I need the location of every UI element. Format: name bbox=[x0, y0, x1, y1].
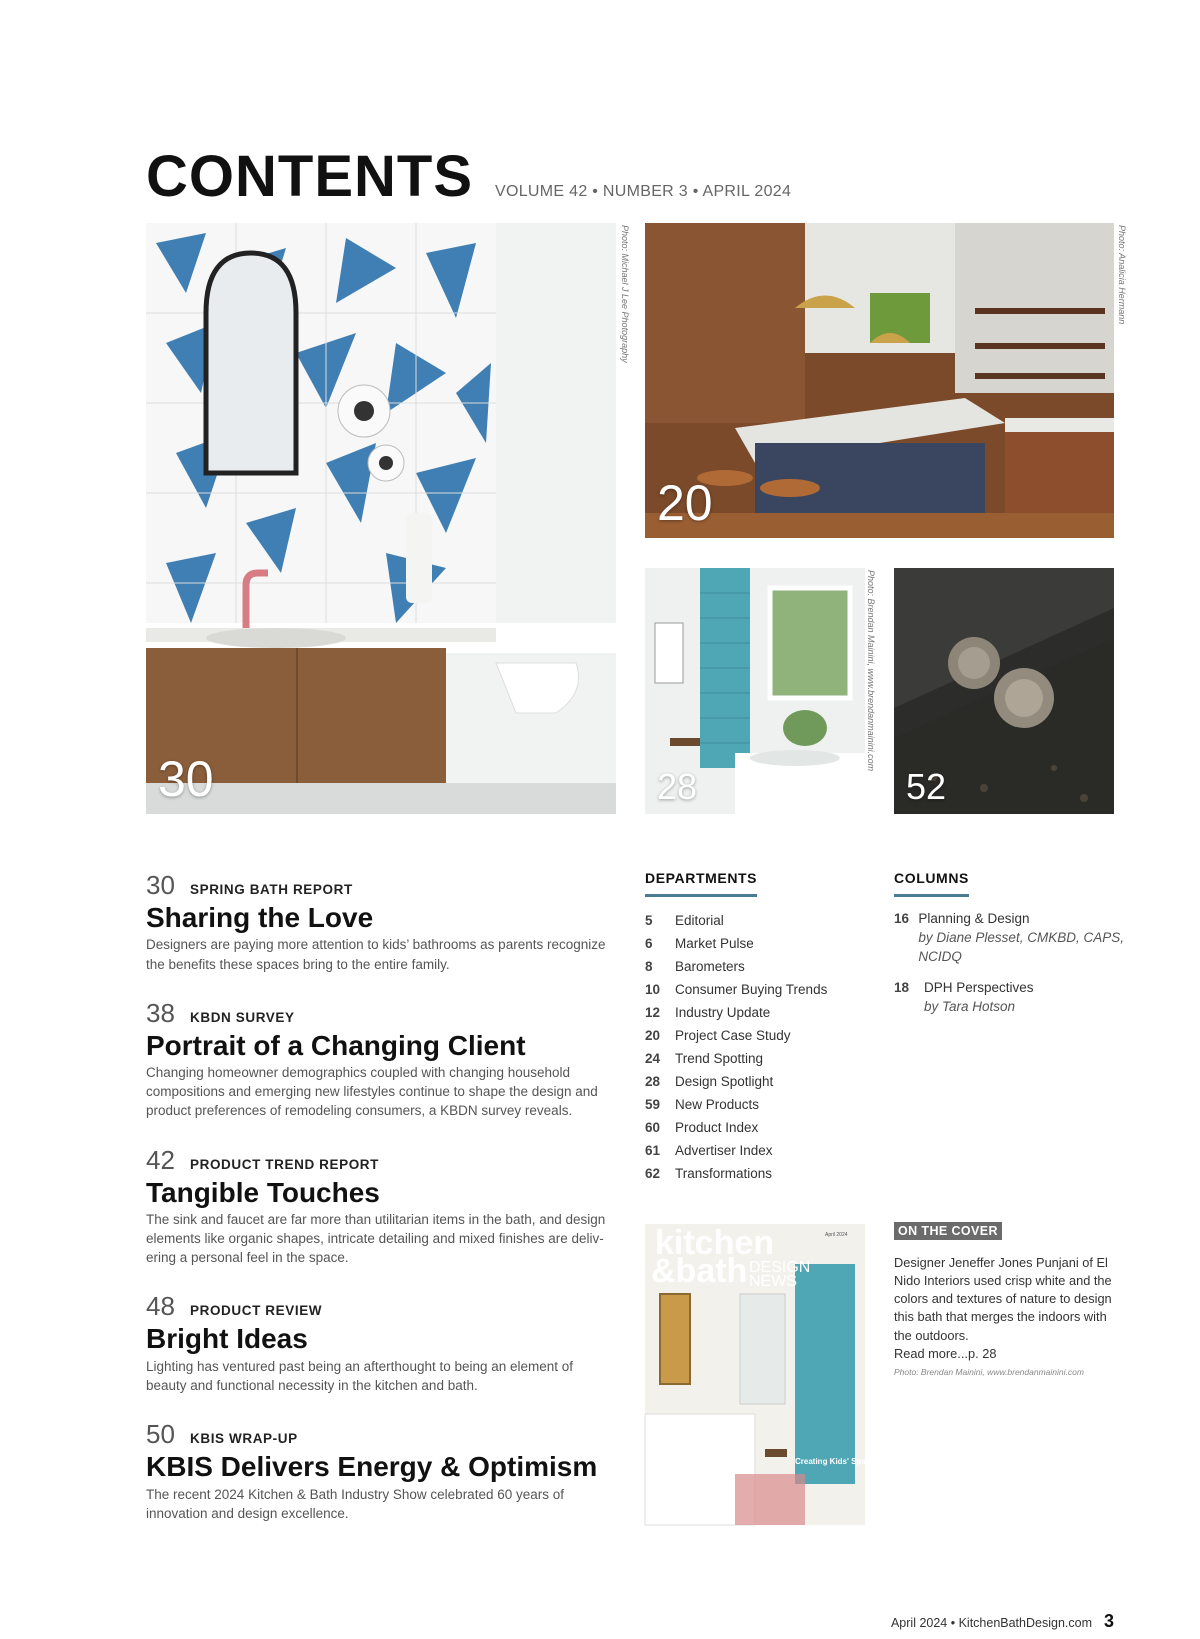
cover-illustration bbox=[645, 1224, 880, 1525]
feature-category: PRODUCT TREND REPORT bbox=[190, 1156, 380, 1172]
photo-knobs[interactable] bbox=[894, 568, 1114, 814]
column-item[interactable] bbox=[894, 978, 1124, 1016]
bath-illustration bbox=[146, 223, 616, 814]
feature-title[interactable]: Bright Ideas bbox=[146, 1323, 308, 1355]
department-item[interactable] bbox=[645, 1162, 885, 1185]
department-item[interactable] bbox=[645, 1139, 885, 1162]
department-label: Market Pulse bbox=[675, 936, 754, 951]
column-page: 18 bbox=[894, 980, 910, 995]
cover-brand-bath: &bath bbox=[651, 1252, 748, 1290]
feature-description: Changing homeowner demographics coupled with changing household compositions and emerging new lifestyles continue to shape the design and product preferences of remodeling consumers, a KBDN survey reveals. bbox=[146, 1065, 598, 1119]
departments-section bbox=[645, 870, 885, 1185]
feature-item[interactable] bbox=[146, 1291, 616, 1395]
department-label: Trend Spotting bbox=[675, 1051, 764, 1066]
departments-list bbox=[645, 909, 885, 1185]
feature-item[interactable] bbox=[146, 1419, 616, 1523]
department-page: 5 bbox=[645, 913, 653, 928]
feature-description: Designers are paying more attention to kids’ bathrooms as parents recognize the benefits these spaces bring to the entire family. bbox=[146, 937, 606, 972]
department-item[interactable] bbox=[645, 909, 885, 932]
cover-line: Creating Kids' Spaces bbox=[795, 1457, 880, 1466]
page-number-label: 30 bbox=[158, 751, 214, 807]
department-page: 20 bbox=[645, 1028, 661, 1043]
department-page: 10 bbox=[645, 982, 661, 997]
page-number-label: 52 bbox=[906, 766, 947, 807]
feature-title[interactable]: KBIS Delivers Energy & Optimism bbox=[146, 1451, 598, 1483]
feature-title[interactable]: Tangible Touches bbox=[146, 1176, 380, 1208]
department-item[interactable] bbox=[645, 1093, 885, 1116]
department-label: Product Index bbox=[675, 1120, 759, 1135]
department-page: 60 bbox=[645, 1120, 661, 1135]
department-page: 12 bbox=[645, 1005, 661, 1020]
departments-heading: DEPARTMENTS bbox=[645, 870, 757, 897]
feature-category: KBIS WRAP-UP bbox=[190, 1431, 298, 1447]
department-label: Transformations bbox=[675, 1166, 773, 1181]
page-number-label: 20 bbox=[657, 475, 713, 531]
column-title: DPH Perspectives bbox=[924, 980, 1034, 995]
department-page: 59 bbox=[645, 1097, 661, 1112]
feature-category: KBDN SURVEY bbox=[190, 1009, 295, 1025]
department-item[interactable] bbox=[645, 978, 885, 1001]
issue-info: VOLUME 42 • NUMBER 3 • APRIL 2024 bbox=[495, 183, 792, 200]
department-label: Industry Update bbox=[675, 1005, 771, 1020]
department-item[interactable] bbox=[645, 1070, 885, 1093]
department-item[interactable] bbox=[645, 1047, 885, 1070]
department-label: Barometers bbox=[675, 959, 745, 974]
department-page: 24 bbox=[645, 1051, 661, 1066]
feature-page: 30 bbox=[146, 870, 175, 900]
photo-design-spotlight[interactable] bbox=[645, 568, 865, 814]
department-item[interactable] bbox=[645, 1116, 885, 1139]
department-label: Project Case Study bbox=[675, 1028, 791, 1043]
feature-title[interactable]: Sharing the Love bbox=[146, 902, 374, 933]
page-title: CONTENTS bbox=[146, 144, 473, 209]
feature-list bbox=[146, 870, 616, 1547]
column-author: by Diane Plesset, CMKBD, CAPS, NCIDQ bbox=[918, 930, 1124, 964]
footer-page-number: 3 bbox=[1103, 1611, 1114, 1631]
feature-title[interactable]: Portrait of a Changing Client bbox=[146, 1029, 526, 1061]
department-label: Design Spotlight bbox=[675, 1074, 774, 1089]
feature-page: 50 bbox=[146, 1419, 175, 1450]
department-label: New Products bbox=[675, 1097, 760, 1112]
department-page: 61 bbox=[645, 1143, 661, 1158]
photo-credit: Photo: Brendan Mainini, www.brendanmainini.com bbox=[866, 570, 876, 772]
page-number-label: 28 bbox=[657, 766, 698, 807]
cover-photo-credit: Photo: Brendan Mainini, www.brendanmainini.com bbox=[894, 1366, 1084, 1377]
cover-brand-news: NEWS bbox=[749, 1273, 797, 1290]
column-title: Planning & Design bbox=[918, 911, 1030, 926]
feature-description: Lighting has ventured past being an afterthought to being an element of beauty and functional necessity in the kitchen and bath. bbox=[146, 1358, 574, 1393]
department-item[interactable] bbox=[645, 1024, 885, 1047]
read-more-link[interactable]: Read more...p. 28 bbox=[894, 1345, 997, 1361]
feature-page: 48 bbox=[146, 1291, 175, 1322]
cover-brand-kitchen: kitchen bbox=[655, 1224, 775, 1262]
column-author: by Tara Hotson bbox=[924, 999, 1016, 1014]
columns-heading: COLUMNS bbox=[894, 870, 969, 897]
photo-credit: Photo: Analicia Hermann bbox=[1117, 225, 1127, 325]
feature-description: The recent 2024 Kitchen & Bath Industry Show celebrated 60 years of innovation and design excellence. bbox=[146, 1486, 564, 1521]
feature-category: PRODUCT REVIEW bbox=[190, 1303, 323, 1319]
feature-item[interactable] bbox=[146, 1145, 616, 1268]
cover-brand-design: DESIGN bbox=[749, 1259, 811, 1276]
feature-item[interactable] bbox=[146, 998, 616, 1121]
feature-page: 38 bbox=[146, 997, 175, 1028]
department-item[interactable] bbox=[645, 955, 885, 978]
department-item[interactable] bbox=[645, 1001, 885, 1024]
feature-item[interactable] bbox=[146, 870, 616, 974]
on-the-cover-text bbox=[894, 1254, 1124, 1363]
photo-kitchen[interactable] bbox=[645, 223, 1114, 538]
department-label: Consumer Buying Trends bbox=[675, 982, 828, 997]
department-page: 6 bbox=[645, 936, 653, 951]
photo-credit: Photo: Michael J Lee Photography bbox=[620, 225, 630, 363]
department-page: 8 bbox=[645, 959, 653, 974]
contents-header bbox=[146, 143, 791, 210]
department-label: Advertiser Index bbox=[675, 1143, 773, 1158]
cover-description: Designer Jeneffer Jones Punjani of El Nido Interiors used crisp white and the colors and textures of nature to design this bath that merges the indoors with the outdoors. bbox=[894, 1255, 1112, 1343]
feature-description: The sink and faucet are far more than utilitarian items in the bath, and design elements like organic shapes, intricate detailing and mixed finishes are deliv-ering a personal feel in the space. bbox=[146, 1211, 606, 1266]
columns-section bbox=[894, 870, 1124, 1016]
photo-bath-kids[interactable] bbox=[146, 223, 616, 814]
footer-text: April 2024 • KitchenBathDesign.com bbox=[890, 1616, 1092, 1630]
department-label: Editorial bbox=[675, 913, 724, 928]
on-the-cover-badge: ON THE COVER bbox=[894, 1222, 1002, 1240]
column-item[interactable] bbox=[894, 909, 1124, 966]
on-the-cover bbox=[894, 1222, 1124, 1377]
department-page: 28 bbox=[645, 1074, 661, 1089]
feature-category: SPRING BATH REPORT bbox=[190, 882, 353, 897]
feature-page: 42 bbox=[146, 1144, 175, 1175]
cover-date: April 2024 bbox=[825, 1232, 848, 1238]
department-page: 62 bbox=[645, 1166, 661, 1181]
page-footer bbox=[891, 1611, 1114, 1632]
cover-thumbnail[interactable] bbox=[645, 1224, 880, 1525]
kitchen-illustration bbox=[645, 223, 1114, 538]
column-page: 16 bbox=[894, 911, 910, 926]
department-item[interactable] bbox=[645, 932, 885, 955]
